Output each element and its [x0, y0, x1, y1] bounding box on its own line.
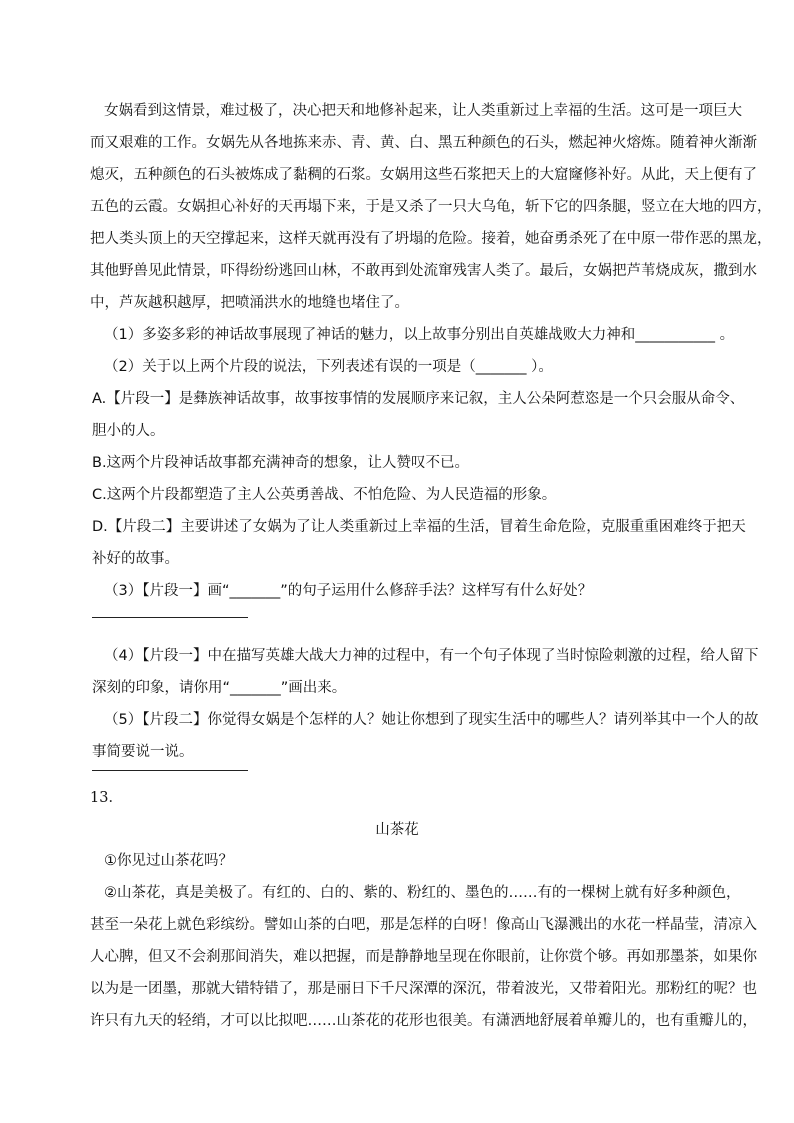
option-c: C.这两个片段都塑造了主人公英勇善战、不怕危险、为人民造福的形象。 [92, 487, 557, 503]
passage-line: 中，芦灰越积越厚，把喷涌洪水的地缝也堵住了。 [90, 295, 409, 311]
question-4: （4）【片段一】中在描写英雄大战大力神的过程中，有一个句子体现了当时惊险刺激的过程，给人留下 [104, 648, 759, 664]
passage-line: 把人类头顶上的天空撑起来，这样天就再没有了坍塌的危险。接着，她奋勇杀死了在中原一带作恶的黑龙， [90, 231, 772, 247]
paragraph-2-line: 人心脾，但又不会刹那间消失，难以把握，而是静静地呈现在你眼前，让你赏个够。再如那墨茶，如果你 [90, 949, 757, 965]
question-1: （1）多姿多彩的神话故事展现了神话的魅力，以上故事分别出自英雄战败大力神和___________ 。 [104, 327, 735, 343]
paragraph-2-line: 许只有九天的轻绡，才可以比拟吧……山茶花的花形也很美。有潇洒地舒展着单瓣儿的，也有重瓣儿的， [90, 1013, 757, 1029]
option-d-cont: 补好的故事。 [92, 551, 179, 567]
option-b: B.这两个片段神话故事都充满神奇的想象，让人赞叹不已。 [92, 455, 470, 471]
question-2: （2）关于以上两个片段的说法，下列表述有误的一项是（_______ ）。 [104, 359, 553, 375]
passage-line: 而又艰难的工作。女娲先从各地拣来赤、青、黄、白、黑五种颜色的石头，燃起神火熔炼。随着神火渐渐 [90, 135, 757, 151]
passage-title: 山茶花 [375, 822, 419, 838]
option-a-cont: 胆小的人。 [92, 423, 165, 439]
question-5-cont: 事简要说一说。 [92, 744, 194, 760]
paragraph-2-line: 甚至一朵花上就色彩缤纷。譬如山茶的白吧，那是怎样的白呀！像高山飞瀑溅出的水花一样晶莹，清凉入 [90, 917, 757, 933]
passage-line: 五色的云霞。女娲担心补好的天再塌下来，于是又杀了一只大乌龟，斩下它的四条腿，竖立在大地的四方， [90, 199, 772, 215]
option-d: D.【片段二】主要讲述了女娲为了让人类重新过上幸福的生活，冒着生命危险，克服重重困难终于把天 [92, 519, 746, 535]
passage-line: 熄灭，五种颜色的石头被炼成了黏稠的石浆。女娲用这些石浆把天上的大窟窿修补好。从此，天上便有了 [90, 167, 757, 183]
answer-line[interactable] [92, 770, 248, 771]
question-4-cont: 深刻的印象，请你用“_______”画出来。 [92, 680, 347, 696]
paragraph-2: ②山茶花，真是美极了。有红的、白的、紫的、粉红的、墨色的……有的一棵树上就有好多种颜色， [104, 885, 741, 901]
passage-line: 其他野兽见此情景，吓得纷纷逃回山林，不敢再到处流窜残害人类了。最后，女娲把芦苇烧成灰，撒到水 [90, 263, 757, 279]
paragraph-2-line: 以为是一团墨，那就大错特错了，那是丽日下千尺深潭的深沉，带着波光，又带着阳光。那粉红的呢？也 [90, 981, 757, 997]
paragraph-1: ①你见过山茶花吗？ [104, 853, 233, 869]
question-5: （5）【片段二】你觉得女娲是个怎样的人？她让你想到了现实生活中的哪些人？请列举其中一个人的故 [104, 712, 759, 728]
question-3: （3）【片段一】画“_______”的句子运用什么修辞手法？这样写有什么好处？ [104, 583, 593, 599]
item-number: 13． [90, 790, 123, 806]
passage-line: 女娲看到这情景，难过极了，决心把天和地修补起来，让人类重新过上幸福的生活。这可是一项巨大 [104, 103, 742, 119]
answer-line[interactable] [92, 617, 248, 618]
option-a: A.【片段一】是彝族神话故事，故事按事情的发展顺序来记叙，主人公朵阿惹恣是一个只会服从命令、 [92, 391, 745, 407]
